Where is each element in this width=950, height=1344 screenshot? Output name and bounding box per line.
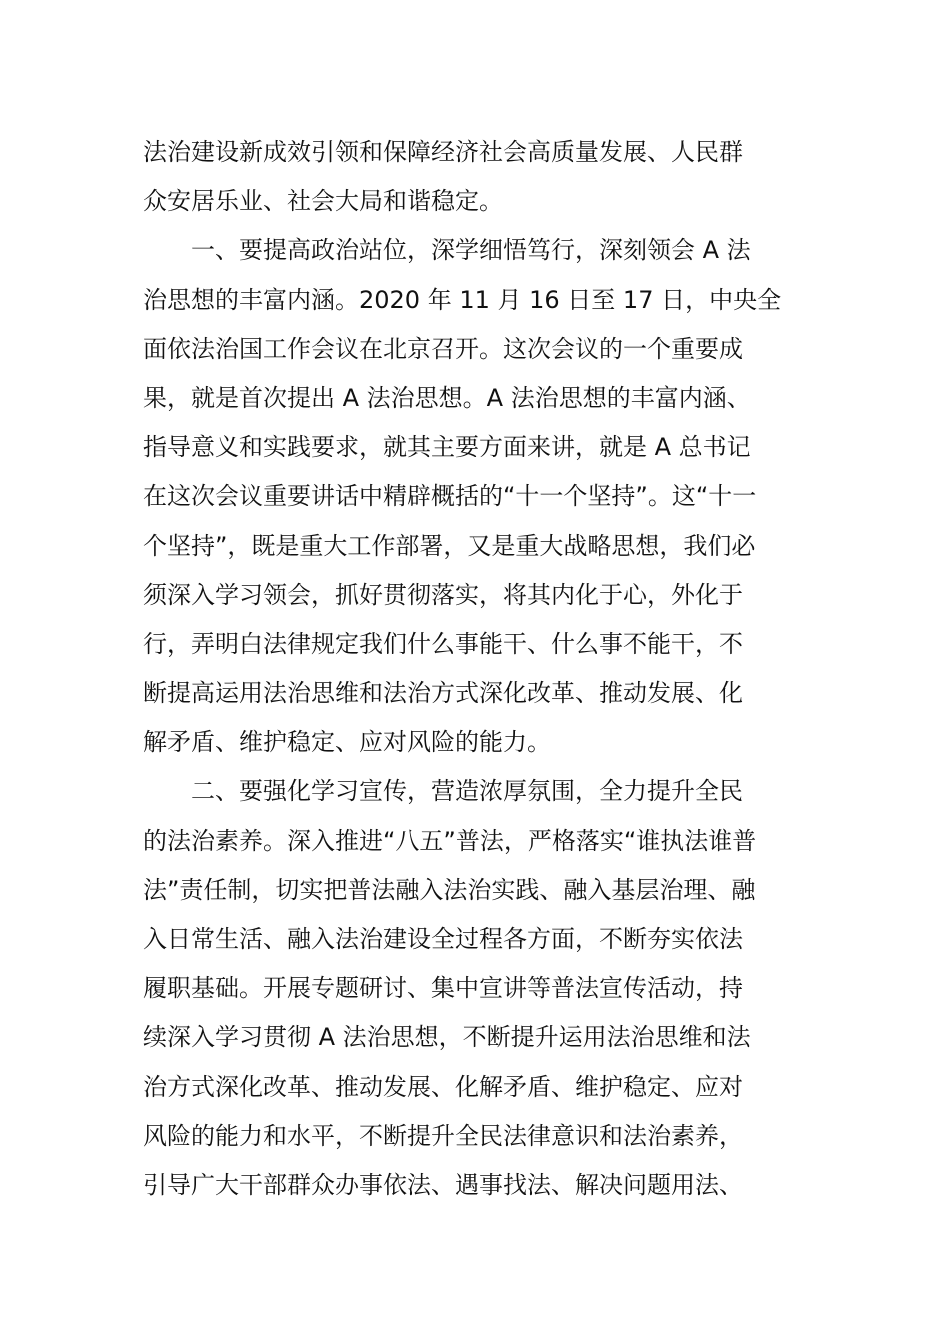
- text-line: 的法治素养。深入推进“八五”普法，严格落实“谁执法谁普: [143, 826, 757, 855]
- text-line: 引导广大干部群众办事依法、遇事找法、解决问题用法、: [143, 1170, 743, 1199]
- text-line: 解矛盾、维护稳定、应对风险的能力。: [143, 728, 551, 757]
- text-line: 治思想的丰富内涵。2020 年 11 月 16 日至 17 日，中央全: [143, 285, 782, 314]
- text-line: 法”责任制，切实把普法融入法治实践、融入基层治理、融: [143, 875, 756, 904]
- text-line: 风险的能力和水平，不断提升全民法律意识和法治素养，: [143, 1121, 743, 1150]
- text-line: 二、要强化学习宣传，营造浓厚氛围，全力提升全民: [143, 777, 743, 806]
- text-line: 一、要提高政治站位，深学细悟笃行，深刻领会 A 法: [143, 236, 751, 265]
- text-line: 法治建设新成效引领和保障经济社会高质量发展、人民群: [143, 138, 743, 166]
- text-line: 指导意义和实践要求，就其主要方面来讲，就是 A 总书记: [143, 433, 751, 462]
- text-line: 个坚持”，既是重大工作部署，又是重大战略思想，我们必: [143, 531, 756, 560]
- text-line: 断提高运用法治思维和法治方式深化改革、推动发展、化: [143, 679, 743, 708]
- text-line: 行，弄明白法律规定我们什么事能干、什么事不能干，不: [143, 629, 743, 658]
- text-line: 入日常生活、融入法治建设全过程各方面，不断夯实依法: [143, 925, 743, 953]
- text-line: 在这次会议重要讲话中精辟概括的“十一个坚持”。这“十一: [143, 482, 757, 511]
- text-line: 面依法治国工作会议在北京召开。这次会议的一个重要成: [143, 334, 743, 363]
- text-line: 果，就是首次提出 A 法治思想。A 法治思想的丰富内涵、: [143, 383, 751, 412]
- text-line: 履职基础。开展专题研讨、集中宣讲等普法宣传活动，持: [143, 974, 743, 1003]
- text-line: 续深入学习贯彻 A 法治思想，不断提升运用法治思维和法: [143, 1023, 751, 1052]
- text-line: 治方式深化改革、推动发展、化解矛盾、维护稳定、应对: [143, 1072, 743, 1101]
- text-line: 须深入学习领会，抓好贯彻落实，将其内化于心，外化于: [143, 580, 743, 609]
- text-line: 众安居乐业、社会大局和谐稳定。: [143, 187, 503, 216]
- document-body: [143, 128, 808, 1210]
